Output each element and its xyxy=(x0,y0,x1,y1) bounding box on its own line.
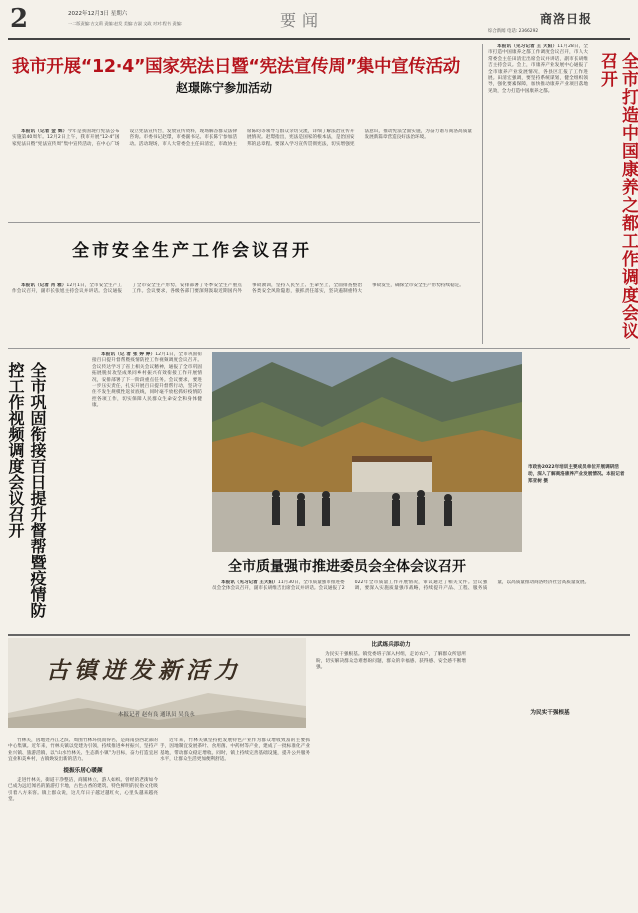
feature-text-col-1 xyxy=(8,738,158,908)
headline-kangyang: 全市打造中国康养之都工作调度会议召开 xyxy=(597,52,638,340)
body-epidemic: 12月1日，全市巩固衔接百日提升督帮暨疫情防控工作视频调度会议召开。会议传达学习了省上相关会议精神，通报了全市巩固拓展脱贫攻坚成果同乡村振兴有效衔接工作开展情况，安排部署了下一阶段重点任务。会议要求，要进一步压实责任，扎实开展百日提升督帮行动，坚决守住不发生规模性返贫底线，同时毫不放松抓好疫情防控各项工作，切实保障人民群众生命安全和身体健康。 xyxy=(92,352,202,409)
article-constitution-day xyxy=(12,129,472,215)
feature-author: 本报记者 赵有良 通讯员 吴良永 xyxy=(118,712,195,718)
feature-subhead-1: 比武练兵添动力 xyxy=(371,642,411,648)
section-rule-1 xyxy=(8,222,480,223)
subtitle-constitution-day: 赵璟陈宁参加活动 xyxy=(176,81,273,95)
article-safety xyxy=(12,283,482,343)
paper-name-logo: 商洛日报 xyxy=(540,12,593,26)
byline-kangyang: 本报讯（见习记者 王 天阳） xyxy=(497,44,558,49)
section-title: 要闻 xyxy=(280,11,325,30)
page-number: 2 xyxy=(10,4,29,34)
byline-epidemic: 本报讯（记 者 张 婷 婷） xyxy=(101,352,156,357)
feature-text-col-4 xyxy=(470,640,630,908)
headline-safety: 全市安全生产工作会议召开 xyxy=(72,241,312,261)
article-kangyang xyxy=(488,44,588,349)
feature-text-col-2 xyxy=(160,738,310,908)
mountain-scene-image xyxy=(212,352,522,552)
right-column-divider xyxy=(482,44,483,344)
headline-epidemic-meeting: 全市巩固衔接百日提升督帮暨疫情防控工作视频调度会议召开 xyxy=(6,362,47,618)
feature-para-1: 竹林关，因地处丹江之滨、周围竹林环绕而得名，是商南县西北部的中心集镇。近年来，竹林关镇以党建为引领，持续推进乡村振兴，坚持产业兴镇、旅游活镇，以“山水竹林关、生态新小镇”为目标，奋力打造宜居宜业和美乡村，古镇焕发出新的活力。 xyxy=(8,738,158,763)
feature-para-4: 为民实干强根基。镇党委班子深入村组，走访农户，了解群众所思所盼，切实解决群众急难愁盼问题，群众的幸福感、获得感、安全感不断增强。 xyxy=(316,652,466,671)
body-safety: 12月1日，全市安全生产工作会议召开，副市长张旭主持会议并讲话。会议通报了全市安全生产形势，安排部署了冬季安全生产重点工作。会议要求，各级各部门要深刻汲取近期国内外事故教训，坚持人民至上、生命至上，全面排查整治各类安全风险隐患，狠抓责任落实，坚决遏制重特大事故发生，确保全市安全生产形势持续稳定。 xyxy=(12,283,464,295)
edition-line: 综合新闻 电话: 2366292 xyxy=(488,29,539,34)
body-quality: 11月30日，全市质量强市推进委员会全体会议召开，副市长胡维吉出席会议并讲话。会议通报了2022年全市质量工作开展情况，审议通过了相关文件。会议强调，要深入实施质量强市战略，持续提升产品、工程、服务质量，以高质量推动商洛经济社会高质量发展。 xyxy=(212,580,590,592)
feature-para-2: 走进竹林关，街道干净整洁，商铺林立，游人如织。曾经的老街如今已成为远近闻名的旅游打卡地，古色古香的建筑、特色鲜明的民俗文化吸引着八方来客。镇上群众说，这几年日子越过越红火，心里头越来越亮堂。 xyxy=(8,778,158,803)
feature-text-col-3 xyxy=(316,640,466,908)
headline-constitution-day: 我市开展“12·4”国家宪法日暨“宪法宣传周”集中宣传活动 xyxy=(12,57,460,77)
section-rule-3 xyxy=(8,634,630,636)
feature-para-3: 近年来，竹林关镇坚持把发展特色产业作为群众增收致富的主要抓手，因地制宜发展茶叶、食用菌、中药材等产业，建成了一批标准化产业基地，带动群众稳定增收。同时，镇上持续完善基础设施，提升公共服务水平，让群众生活更加便利舒适。 xyxy=(160,738,310,763)
article-epidemic-meeting xyxy=(92,352,202,632)
byline-quality: 本报讯（见习记者 王天阳） xyxy=(221,580,278,585)
feature-subhead-2: 为民实干强根基 xyxy=(530,710,570,716)
date-line: 2022年12月3日 星期六 xyxy=(68,11,128,17)
masthead xyxy=(0,0,638,40)
byline-safety: 本报讯（记者 肖 雅） xyxy=(21,283,67,288)
article-quality xyxy=(212,580,630,630)
feature-banner xyxy=(8,638,306,728)
headline-quality: 全市质量强市推进委员会全体会议召开 xyxy=(228,559,466,575)
news-photo-survey xyxy=(212,352,522,552)
section-rule-2 xyxy=(8,348,630,349)
byline-constitution: 本报讯（记者 金 辉） xyxy=(21,129,68,134)
body-constitution: 今年是我国现行宪法公布实施第40周年。12月2日上午，我市开展“12·4”国家宪法日暨“宪法宣传周”集中宣传活动，在中心广场设立宪法宣传台，发放宣传资料，现场解答群众法律咨询。市委书记赵璟，市委副书记、市长陈宁参加活动。活动现场，市人大常委会主任田清宏，市政协主席陈昀等领导与群众亲切交流，详细了解法治宣传开展情况。赵璟指出，宪法是国家的根本法，是治国安邦的总章程。要深入学习宣传贯彻宪法，切实增强宪法意识，推动宪法全面实施，为奋力谱写商洛高质量发展新篇章营造良好法治环境。 xyxy=(12,129,472,147)
masthead-rule xyxy=(8,38,630,40)
feature-subhead-3: 提振乐居心暖颜 xyxy=(63,767,103,774)
photo-caption: 市政协2022年培训主要成员单位开展调研活动，深入了解商洛康养产业发展情况。本报记者 郑亚树 摄 xyxy=(528,465,625,484)
feature-banner-title: 古镇迸发新活力 xyxy=(46,657,242,684)
body-kangyang: 11月28日，全市打造中国康养之都工作调度会议召开，市人大常委会主任田清宏出席会议并讲话，副市长胡维吉主持会议。会上，市康养产业发展中心通报了全市康养产业发展情况，各县区汇报了工作进展。田清宏强调，要坚持系统谋划，健全组织领导，强化要素保障，加快推动康养产业项目落地见效，全力打造中国康养之都。 xyxy=(488,44,588,94)
editor-line: 一二版责编:吉文莉 责编:赵发 美编:吉淑 文政 对对:程书 责编: xyxy=(68,21,183,26)
